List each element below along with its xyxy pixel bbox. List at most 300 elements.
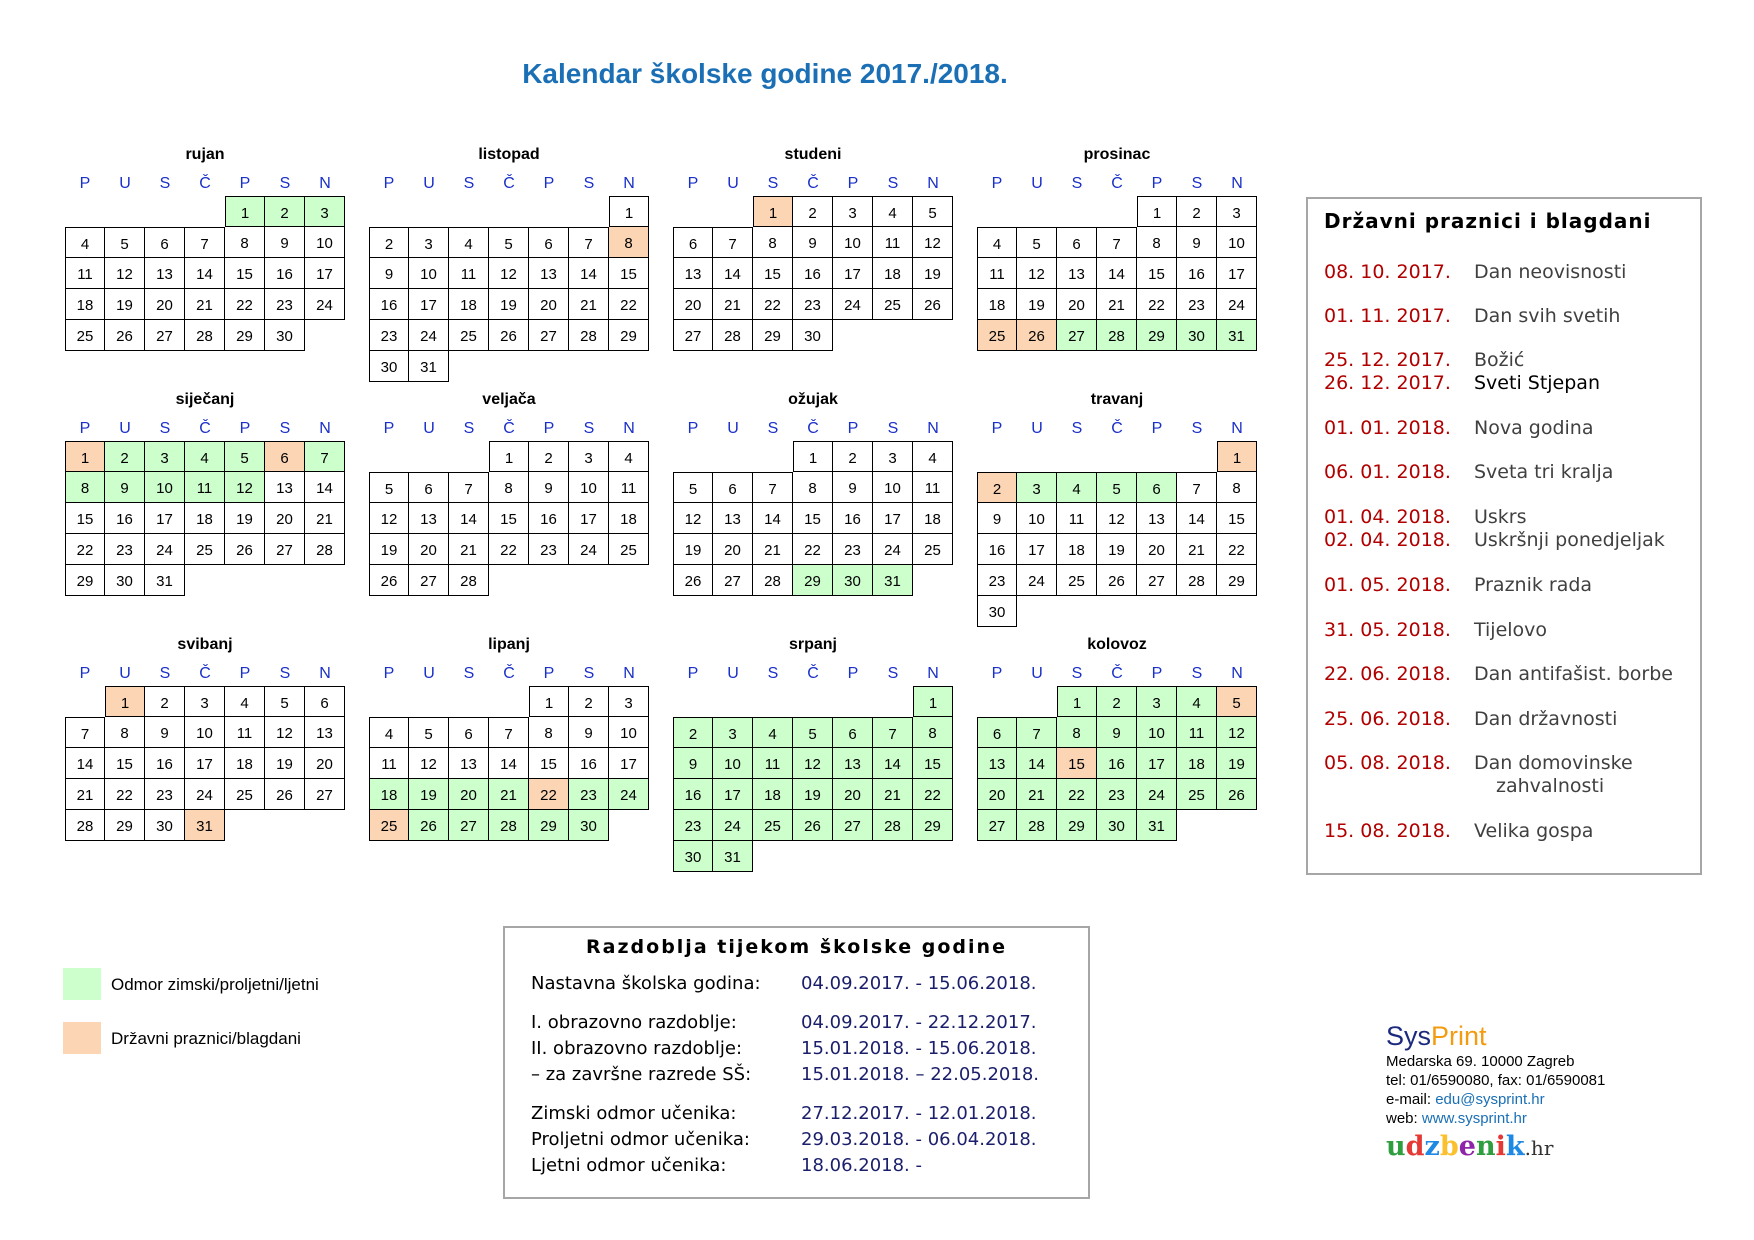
day-cell: 25: [609, 534, 649, 565]
day-cell: 19: [225, 503, 265, 534]
day-cell: 22: [65, 534, 105, 565]
day-cell: 21: [873, 779, 913, 810]
weekday-label: P: [543, 420, 555, 437]
day-cell: 10: [409, 258, 449, 289]
month-studeni: [673, 145, 953, 351]
day-cell: 12: [913, 227, 953, 258]
udzbenik-letter: n: [1475, 1131, 1496, 1162]
day-cell: 26: [489, 320, 529, 351]
month-travanj: [977, 390, 1257, 627]
month-name: ožujak: [788, 391, 838, 408]
udzbenik-suffix: .hr: [1524, 1136, 1554, 1160]
day-cell: 6: [833, 717, 873, 748]
day-cell: 6: [449, 717, 489, 748]
weekday-label: S: [583, 665, 595, 682]
weekday-label: Č: [807, 175, 819, 192]
day-cell: 27: [449, 810, 489, 841]
day-cell: 25: [873, 289, 913, 320]
day-cell: 29: [609, 320, 649, 351]
weekday-label: P: [383, 175, 395, 192]
weekday-label: P: [239, 665, 251, 682]
day-cell: 20: [145, 289, 185, 320]
day-cell: 4: [977, 227, 1017, 258]
day-cell: 1: [65, 441, 105, 472]
period-value: 15.01.2018. - 15.06.2018.: [801, 1038, 1037, 1059]
weekday-label: N: [1231, 665, 1243, 682]
weekday-label: Č: [807, 665, 819, 682]
day-cell: 27: [673, 320, 713, 351]
holiday-date: 26. 12. 2017.: [1324, 372, 1451, 394]
day-cell: 31: [1217, 320, 1257, 351]
weekday-label: U: [119, 175, 131, 192]
holiday-name: Dan neovisnosti: [1474, 261, 1627, 283]
email-link[interactable]: edu@sysprint.hr: [1435, 1091, 1545, 1108]
day-cell: 16: [793, 258, 833, 289]
day-cell: 31: [409, 351, 449, 382]
day-cell: 15: [65, 503, 105, 534]
day-cell: 20: [977, 779, 1017, 810]
day-cell: 10: [145, 472, 185, 503]
month-name: lipanj: [488, 636, 530, 653]
holiday-item: [1324, 775, 1604, 797]
day-cell: 7: [305, 441, 345, 472]
period-value: 18.06.2018. -: [801, 1155, 922, 1176]
month-grid: [369, 686, 649, 841]
day-cell: 23: [369, 320, 409, 351]
day-cell: 18: [1057, 534, 1097, 565]
day-cell: 2: [569, 686, 609, 717]
day-cell: 20: [1057, 289, 1097, 320]
period-value: 04.09.2017. - 22.12.2017.: [801, 1012, 1037, 1033]
holiday-item: [1324, 752, 1633, 774]
day-cell: 22: [1217, 534, 1257, 565]
day-cell: 2: [977, 472, 1017, 503]
holiday-name: Dan svih svetih: [1474, 305, 1621, 327]
day-cell: 10: [713, 748, 753, 779]
weekday-label: Č: [1111, 665, 1123, 682]
weekday-label: Č: [199, 665, 211, 682]
day-cell: 18: [225, 748, 265, 779]
day-cell: 30: [673, 841, 713, 872]
day-cell: 20: [1137, 534, 1177, 565]
weekday-header: [369, 662, 649, 686]
month-name: veljača: [482, 391, 536, 408]
udzbenik-logo: [1386, 1128, 1605, 1167]
day-cell: 20: [673, 289, 713, 320]
holiday-item: [1324, 349, 1524, 371]
day-cell: 9: [105, 472, 145, 503]
day-cell: 22: [225, 289, 265, 320]
month-siječanj: [65, 390, 345, 596]
day-cell: 11: [753, 748, 793, 779]
day-cell: 18: [1177, 748, 1217, 779]
month-srpanj: [673, 635, 953, 872]
weekday-label: U: [727, 420, 739, 437]
day-cell: 17: [833, 258, 873, 289]
day-cell: 3: [1137, 686, 1177, 717]
weekday-label: S: [1191, 175, 1203, 192]
day-cell: 24: [1017, 565, 1057, 596]
day-cell: 11: [873, 227, 913, 258]
day-cell: 25: [449, 320, 489, 351]
holidays-box: [1306, 197, 1702, 875]
day-cell: 16: [1097, 748, 1137, 779]
day-cell: 1: [529, 686, 569, 717]
day-cell: 12: [1097, 503, 1137, 534]
day-cell: 24: [713, 810, 753, 841]
day-cell: 18: [913, 503, 953, 534]
day-cell: 13: [833, 748, 873, 779]
day-cell: 28: [1017, 810, 1057, 841]
weekday-label: S: [279, 665, 291, 682]
day-cell: 16: [369, 289, 409, 320]
day-cell: 23: [145, 779, 185, 810]
day-cell: 6: [673, 227, 713, 258]
period-value: 29.03.2018. - 06.04.2018.: [801, 1129, 1037, 1150]
period-row: [531, 973, 1037, 994]
day-cell: 16: [673, 779, 713, 810]
day-cell: 7: [1177, 472, 1217, 503]
day-cell: 25: [977, 320, 1017, 351]
day-cell: 12: [369, 503, 409, 534]
day-cell: 5: [489, 227, 529, 258]
day-cell: 3: [873, 441, 913, 472]
legend-holiday-label: Državni praznici/blagdani: [111, 1029, 301, 1048]
day-cell: 9: [1177, 227, 1217, 258]
day-cell: 8: [489, 472, 529, 503]
day-cell: 29: [529, 810, 569, 841]
holiday-date: 25. 12. 2017.: [1324, 349, 1451, 371]
day-cell: 5: [369, 472, 409, 503]
holiday-date: 02. 04. 2018.: [1324, 529, 1451, 551]
day-cell: 22: [753, 289, 793, 320]
weekday-label: P: [239, 420, 251, 437]
day-cell: 5: [673, 472, 713, 503]
legend-holiday-swatch: [63, 1022, 101, 1054]
month-name: siječanj: [175, 391, 235, 408]
day-cell: 17: [1137, 748, 1177, 779]
day-cell: 15: [913, 748, 953, 779]
holiday-name: Uskršnji ponedjeljak: [1474, 529, 1665, 551]
weekday-label: Č: [199, 420, 211, 437]
day-cell: 25: [913, 534, 953, 565]
weekday-label: S: [1071, 665, 1083, 682]
day-cell: 17: [1217, 258, 1257, 289]
day-cell: 2: [529, 441, 569, 472]
day-cell: 3: [569, 441, 609, 472]
day-cell: 13: [1057, 258, 1097, 289]
day-cell: 31: [713, 841, 753, 872]
day-cell: 7: [569, 227, 609, 258]
day-cell: 12: [489, 258, 529, 289]
day-cell: 17: [305, 258, 345, 289]
day-cell: 23: [529, 534, 569, 565]
period-label: I. obrazovno razdoblje:: [531, 1012, 737, 1033]
holiday-date: 01. 04. 2018.: [1324, 506, 1451, 528]
day-cell: 7: [753, 472, 793, 503]
day-cell: 23: [833, 534, 873, 565]
weekday-label: S: [463, 665, 475, 682]
day-cell: 3: [185, 686, 225, 717]
web-link[interactable]: www.sysprint.hr: [1421, 1110, 1527, 1127]
holiday-date: 22. 06. 2018.: [1324, 663, 1451, 685]
weekday-label: S: [767, 175, 779, 192]
day-cell: 5: [265, 686, 305, 717]
day-cell: 18: [873, 258, 913, 289]
day-cell: 7: [65, 717, 105, 748]
holiday-date: 08. 10. 2017.: [1324, 261, 1451, 283]
day-cell: 4: [65, 227, 105, 258]
holiday-name: Uskrs: [1474, 506, 1527, 528]
day-cell: 1: [753, 196, 793, 227]
weekday-label: N: [623, 420, 635, 437]
day-cell: 24: [569, 534, 609, 565]
day-cell: 16: [105, 503, 145, 534]
weekday-label: N: [623, 665, 635, 682]
weekday-label: P: [79, 420, 91, 437]
day-cell: 10: [1137, 717, 1177, 748]
day-cell: 14: [1177, 503, 1217, 534]
month-name: studeni: [784, 146, 842, 163]
day-cell: 17: [185, 748, 225, 779]
month-name: rujan: [185, 146, 225, 163]
day-cell: 30: [1097, 810, 1137, 841]
holiday-date: 05. 08. 2018.: [1324, 752, 1451, 774]
day-cell: 10: [1217, 227, 1257, 258]
day-cell: 31: [873, 565, 913, 596]
day-cell: 23: [105, 534, 145, 565]
day-cell: 4: [1177, 686, 1217, 717]
day-cell: 29: [753, 320, 793, 351]
day-cell: 30: [833, 565, 873, 596]
day-cell: 17: [145, 503, 185, 534]
weekday-label: N: [1231, 175, 1243, 192]
day-cell: 27: [977, 810, 1017, 841]
day-cell: 13: [1137, 503, 1177, 534]
day-cell: 9: [569, 717, 609, 748]
day-cell: 28: [305, 534, 345, 565]
period-value: 04.09.2017. - 15.06.2018.: [801, 973, 1037, 994]
day-cell: 21: [1097, 289, 1137, 320]
day-cell: 24: [1137, 779, 1177, 810]
day-cell: 7: [713, 227, 753, 258]
day-cell: 11: [1057, 503, 1097, 534]
weekday-label: N: [319, 175, 331, 192]
weekday-label: Č: [1111, 420, 1123, 437]
day-cell: 12: [225, 472, 265, 503]
day-cell: 15: [1217, 503, 1257, 534]
day-cell: 13: [713, 503, 753, 534]
day-cell: 4: [369, 717, 409, 748]
weekday-header: [673, 417, 953, 441]
day-cell: 27: [409, 565, 449, 596]
day-cell: 15: [489, 503, 529, 534]
publisher-web: web: www.sysprint.hr: [1386, 1110, 1527, 1127]
day-cell: 28: [1097, 320, 1137, 351]
udzbenik-letter: b: [1439, 1131, 1459, 1162]
weekday-label: Č: [503, 175, 515, 192]
month-veljača: [369, 390, 649, 596]
holiday-item: [1324, 506, 1527, 528]
day-cell: 20: [449, 779, 489, 810]
day-cell: 29: [1217, 565, 1257, 596]
weekday-label: Č: [503, 420, 515, 437]
day-cell: 8: [609, 227, 649, 258]
day-cell: 6: [145, 227, 185, 258]
day-cell: 18: [185, 503, 225, 534]
day-cell: 2: [673, 717, 713, 748]
day-cell: 7: [1097, 227, 1137, 258]
holiday-item: [1324, 529, 1665, 551]
weekday-label: U: [1031, 665, 1043, 682]
day-cell: 14: [569, 258, 609, 289]
day-cell: 5: [409, 717, 449, 748]
weekday-label: S: [159, 420, 171, 437]
legend-vacation-label: Odmor zimski/proljetni/ljetni: [111, 975, 319, 994]
day-cell: 21: [65, 779, 105, 810]
weekday-label: P: [991, 175, 1003, 192]
day-cell: 26: [1097, 565, 1137, 596]
month-name: travanj: [1090, 391, 1144, 408]
day-cell: 3: [713, 717, 753, 748]
day-cell: 8: [105, 717, 145, 748]
udzbenik-letter: z: [1424, 1131, 1440, 1162]
day-cell: 21: [1177, 534, 1217, 565]
period-row: [531, 1012, 1037, 1033]
day-cell: 11: [1177, 717, 1217, 748]
weekday-label: U: [119, 665, 131, 682]
day-cell: 25: [753, 810, 793, 841]
udzbenik-letter: d: [1405, 1131, 1425, 1162]
day-cell: 17: [713, 779, 753, 810]
day-cell: 20: [409, 534, 449, 565]
holiday-name: Nova godina: [1474, 417, 1594, 439]
day-cell: 22: [105, 779, 145, 810]
day-cell: 5: [913, 196, 953, 227]
weekday-label: Č: [199, 175, 211, 192]
day-cell: 10: [1017, 503, 1057, 534]
month-prosinac: [977, 145, 1257, 351]
holiday-item: [1324, 574, 1592, 596]
weekday-header: [977, 172, 1257, 196]
period-label: Ljetni odmor učenika:: [531, 1155, 727, 1176]
day-cell: 13: [673, 258, 713, 289]
day-cell: 19: [489, 289, 529, 320]
day-cell: 9: [793, 227, 833, 258]
holiday-name: Dan antifašist. borbe: [1474, 663, 1673, 685]
day-cell: 12: [673, 503, 713, 534]
day-cell: 6: [713, 472, 753, 503]
weekday-label: P: [687, 665, 699, 682]
month-listopad: [369, 145, 649, 382]
day-cell: 19: [913, 258, 953, 289]
day-cell: 29: [793, 565, 833, 596]
day-cell: 24: [833, 289, 873, 320]
day-cell: 29: [65, 565, 105, 596]
day-cell: 5: [1017, 227, 1057, 258]
day-cell: 24: [305, 289, 345, 320]
day-cell: 4: [225, 686, 265, 717]
month-name: prosinac: [1083, 146, 1151, 163]
holiday-name: Velika gospa: [1474, 820, 1594, 842]
day-cell: 19: [369, 534, 409, 565]
holiday-name: Sveta tri kralja: [1474, 461, 1614, 483]
day-cell: 19: [793, 779, 833, 810]
holiday-name: Dan državnosti: [1474, 708, 1618, 730]
day-cell: 13: [409, 503, 449, 534]
weekday-label: S: [1071, 420, 1083, 437]
day-cell: 4: [1057, 472, 1097, 503]
day-cell: 7: [873, 717, 913, 748]
day-cell: 19: [105, 289, 145, 320]
day-cell: 19: [1017, 289, 1057, 320]
weekday-label: P: [687, 175, 699, 192]
day-cell: 6: [977, 717, 1017, 748]
day-cell: 3: [609, 686, 649, 717]
day-cell: 14: [1097, 258, 1137, 289]
weekday-label: U: [1031, 420, 1043, 437]
weekday-label: P: [991, 665, 1003, 682]
day-cell: 21: [713, 289, 753, 320]
day-cell: 8: [225, 227, 265, 258]
weekday-label: P: [847, 665, 859, 682]
day-cell: 8: [1217, 472, 1257, 503]
weekday-header: [65, 662, 345, 686]
day-cell: 30: [145, 810, 185, 841]
day-cell: 28: [873, 810, 913, 841]
day-cell: 21: [449, 534, 489, 565]
day-cell: 15: [1057, 748, 1097, 779]
day-cell: 6: [409, 472, 449, 503]
day-cell: 7: [449, 472, 489, 503]
day-cell: 31: [145, 565, 185, 596]
day-cell: 8: [1057, 717, 1097, 748]
day-cell: 17: [1017, 534, 1057, 565]
sysprint-logo: SysPrint: [1386, 1021, 1487, 1051]
day-cell: 14: [65, 748, 105, 779]
weekday-label: U: [1031, 175, 1043, 192]
day-cell: 4: [913, 441, 953, 472]
day-cell: 6: [1137, 472, 1177, 503]
day-cell: 22: [609, 289, 649, 320]
day-cell: 29: [1057, 810, 1097, 841]
month-grid: [977, 441, 1257, 627]
day-cell: 8: [65, 472, 105, 503]
weekday-label: N: [319, 665, 331, 682]
weekday-label: S: [463, 420, 475, 437]
day-cell: 17: [609, 748, 649, 779]
day-cell: 28: [449, 565, 489, 596]
weekday-label: P: [1151, 175, 1163, 192]
day-cell: 23: [265, 289, 305, 320]
day-cell: 27: [265, 534, 305, 565]
weekday-label: N: [623, 175, 635, 192]
day-cell: 18: [609, 503, 649, 534]
weekday-label: P: [543, 175, 555, 192]
weekday-label: N: [319, 420, 331, 437]
day-cell: 16: [833, 503, 873, 534]
day-cell: 15: [753, 258, 793, 289]
day-cell: 27: [713, 565, 753, 596]
day-cell: 25: [369, 810, 409, 841]
day-cell: 8: [753, 227, 793, 258]
day-cell: 2: [1097, 686, 1137, 717]
weekday-label: S: [159, 175, 171, 192]
month-name: listopad: [478, 146, 540, 163]
day-cell: 2: [105, 441, 145, 472]
weekday-label: S: [159, 665, 171, 682]
day-cell: 11: [609, 472, 649, 503]
